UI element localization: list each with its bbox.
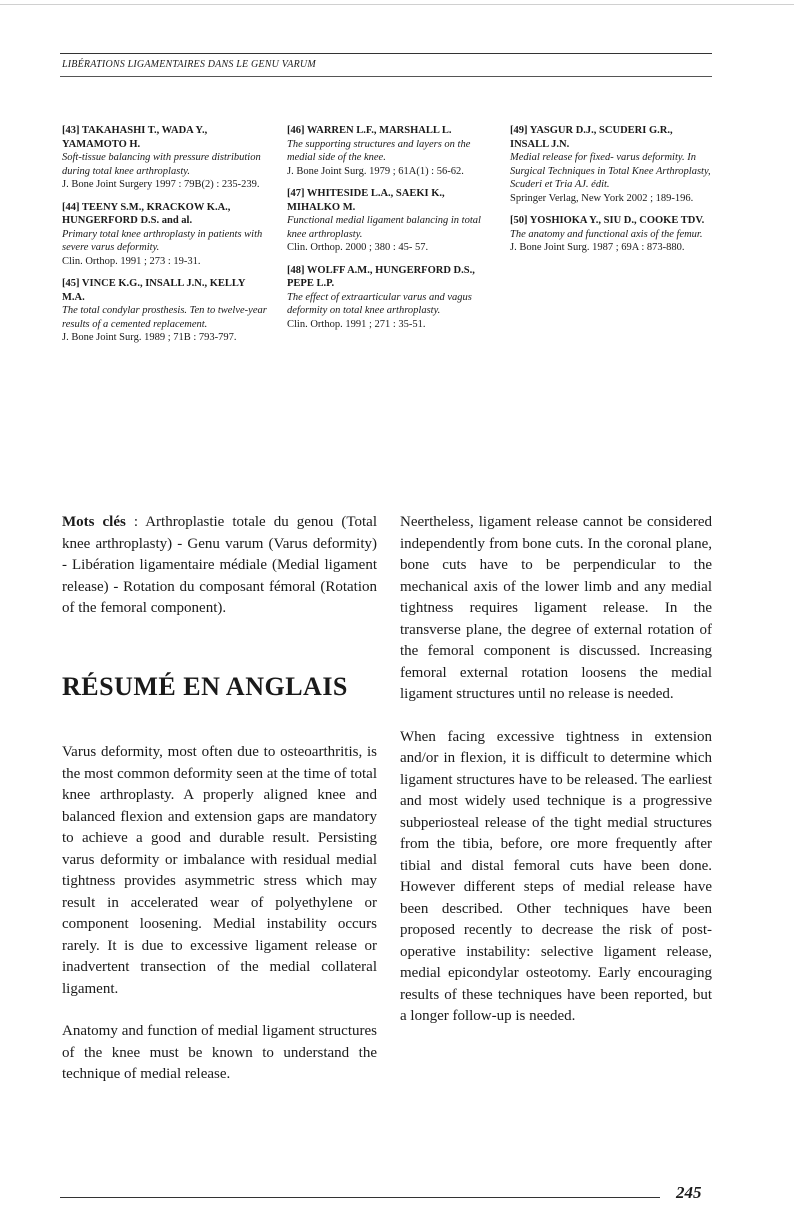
reference-source: Clin. Orthop. 1991 ; 273 : 19-31.	[62, 255, 201, 267]
reference-source: Springer Verlag, New York 2002 ; 189-196.	[510, 192, 694, 204]
reference-authors: [45] VINCE K.G., INSALL J.N., KELLY M.A.	[62, 278, 246, 303]
reference-title: The total condylar prosthesis. Ten to twelve-year results of a cemented replacement.	[62, 305, 267, 330]
abstract-paragraph-4: When facing excessive tightness in extension and/or in flexion, it is difficult to determine which ligament structures have to be released. The earliest and most widely used technique is a progressive subperiosteal release of the tight medial structures from the tibia, before, ore more frequently after tibial and distal femoral cuts have been done. However different steps of medial release have been described. Other techniques have been proposed recently to decrease the risk of post-operative instability: selective ligament release, medial epicondylar osteotomy. Early encouraging results of these techniques have been reported, but a longer follow-up is needed.	[400, 728, 712, 1024]
reference-authors: [48] WOLFF A.M., HUNGERFORD D.S., PEPE L.P.	[287, 264, 475, 289]
reference-45	[62, 277, 270, 345]
references-column-2	[287, 124, 493, 340]
reference-title: Primary total knee arthroplasty in patients with severe varus deformity.	[62, 228, 263, 253]
reference-authors: [50] YOSHIOKA Y., SIU D., COOKE TDV.	[510, 215, 705, 226]
abstract-paragraph-3: Neertheless, ligament release cannot be considered independently from bone cuts. In the coronal plane, bone cuts have to be perpendicular to the mechanical axis of the lower limb and any medial tightness requires ligament release. In the transverse plane, the degree of external rotation of the femoral component is discussed. Increasing femoral external rotation loosens the medial ligament structures until no release is needed.	[400, 514, 712, 702]
reference-title: Functional medial ligament balancing in total knee arthroplasty.	[287, 215, 481, 240]
section-title: RÉSUMÉ EN ANGLAIS	[62, 672, 348, 701]
top-edge-line	[0, 4, 794, 5]
page-number: 245	[676, 1183, 702, 1202]
reference-43	[62, 124, 270, 192]
reference-50	[510, 214, 712, 255]
reference-title: The supporting structures and layers on the medial side of the knee.	[287, 138, 471, 163]
reference-49	[510, 124, 712, 205]
reference-source: J. Bone Joint Surg. 1987 ; 69A : 873-880.	[510, 242, 685, 253]
reference-authors: [43] TAKAHASHI T., WADA Y., YAMAMOTO H.	[62, 125, 208, 150]
reference-authors: [47] WHITESIDE L.A., SAEKI K., MIHALKO M.	[287, 188, 445, 213]
reference-authors: [44] TEENY S.M., KRACKOW K.A., HUNGERFORD D.S. and al.	[62, 201, 231, 226]
abstract-left-column	[62, 742, 377, 1107]
reference-source: J. Bone Joint Surg. 1979 ; 61A(1) : 56-62.	[287, 165, 464, 177]
keywords-text: : Arthroplastie totale du genou (Total knee arthroplasty) - Genu varum (Varus deformity) - Libération ligamentaire médiale (Medial ligament release) - Rotation du composant fémoral (Rotation of the femoral component).	[62, 514, 377, 616]
reference-authors: [49] YASGUR D.J., SCUDERI G.R., INSALL J.N.	[510, 125, 673, 150]
reference-title: Soft-tissue balancing with pressure distribution during total knee arthroplasty.	[62, 152, 261, 177]
header-rule-top	[60, 53, 712, 54]
keywords-label: Mots clés	[62, 514, 126, 530]
reference-source: Clin. Orthop. 2000 ; 380 : 45- 57.	[287, 242, 429, 253]
reference-48	[287, 264, 493, 332]
header-rule-bottom	[60, 76, 712, 77]
abstract-paragraph-2: Anatomy and function of medial ligament structures of the knee must be known to understand the technique of medial release.	[62, 1023, 377, 1082]
reference-source: Clin. Orthop. 1991 ; 271 : 35-51.	[287, 318, 426, 330]
reference-title: Medial release for fixed- varus deformity. In Surgical Techniques in Total Knee Arthroplasty, Scuderi et Tria AJ. édit.	[510, 152, 711, 190]
keywords-paragraph	[62, 512, 377, 620]
references-column-3	[510, 124, 712, 264]
abstract-paragraph-1: Varus deformity, most often due to osteoarthritis, is the most common deformity seen at the time of total knee arthroplasty. A properly aligned knee and balanced flexion and extension gaps are mandatory to achieve a good and durable result. Persisting varus deformity or imbalance with residual medial tightness provides asymmetric stress which may result in accelerated wear of polyethylene or component loosening. Medial instability occurs rarely. It is due to excessive ligament release or inadvertent transection of the medial collateral ligament.	[62, 744, 377, 997]
reference-46	[287, 124, 493, 178]
keywords-block	[62, 512, 377, 641]
reference-authors: [46] WARREN L.F., MARSHALL L.	[287, 125, 452, 136]
reference-title: The anatomy and functional axis of the femur.	[510, 228, 703, 240]
abstract-right-column	[400, 512, 712, 1049]
reference-44	[62, 201, 270, 269]
reference-title: The effect of extraarticular varus and vagus deformity on total knee arthroplasty.	[287, 291, 472, 316]
references-column-1	[62, 124, 270, 354]
reference-47	[287, 187, 493, 255]
running-head: LIBÉRATIONS LIGAMENTAIRES DANS LE GENU VARUM	[62, 59, 316, 70]
footer-rule	[60, 1197, 660, 1198]
reference-source: J. Bone Joint Surg. 1989 ; 71B : 793-797.	[62, 332, 237, 343]
reference-source: J. Bone Joint Surgery 1997 : 79B(2) : 235-239.	[62, 179, 260, 190]
